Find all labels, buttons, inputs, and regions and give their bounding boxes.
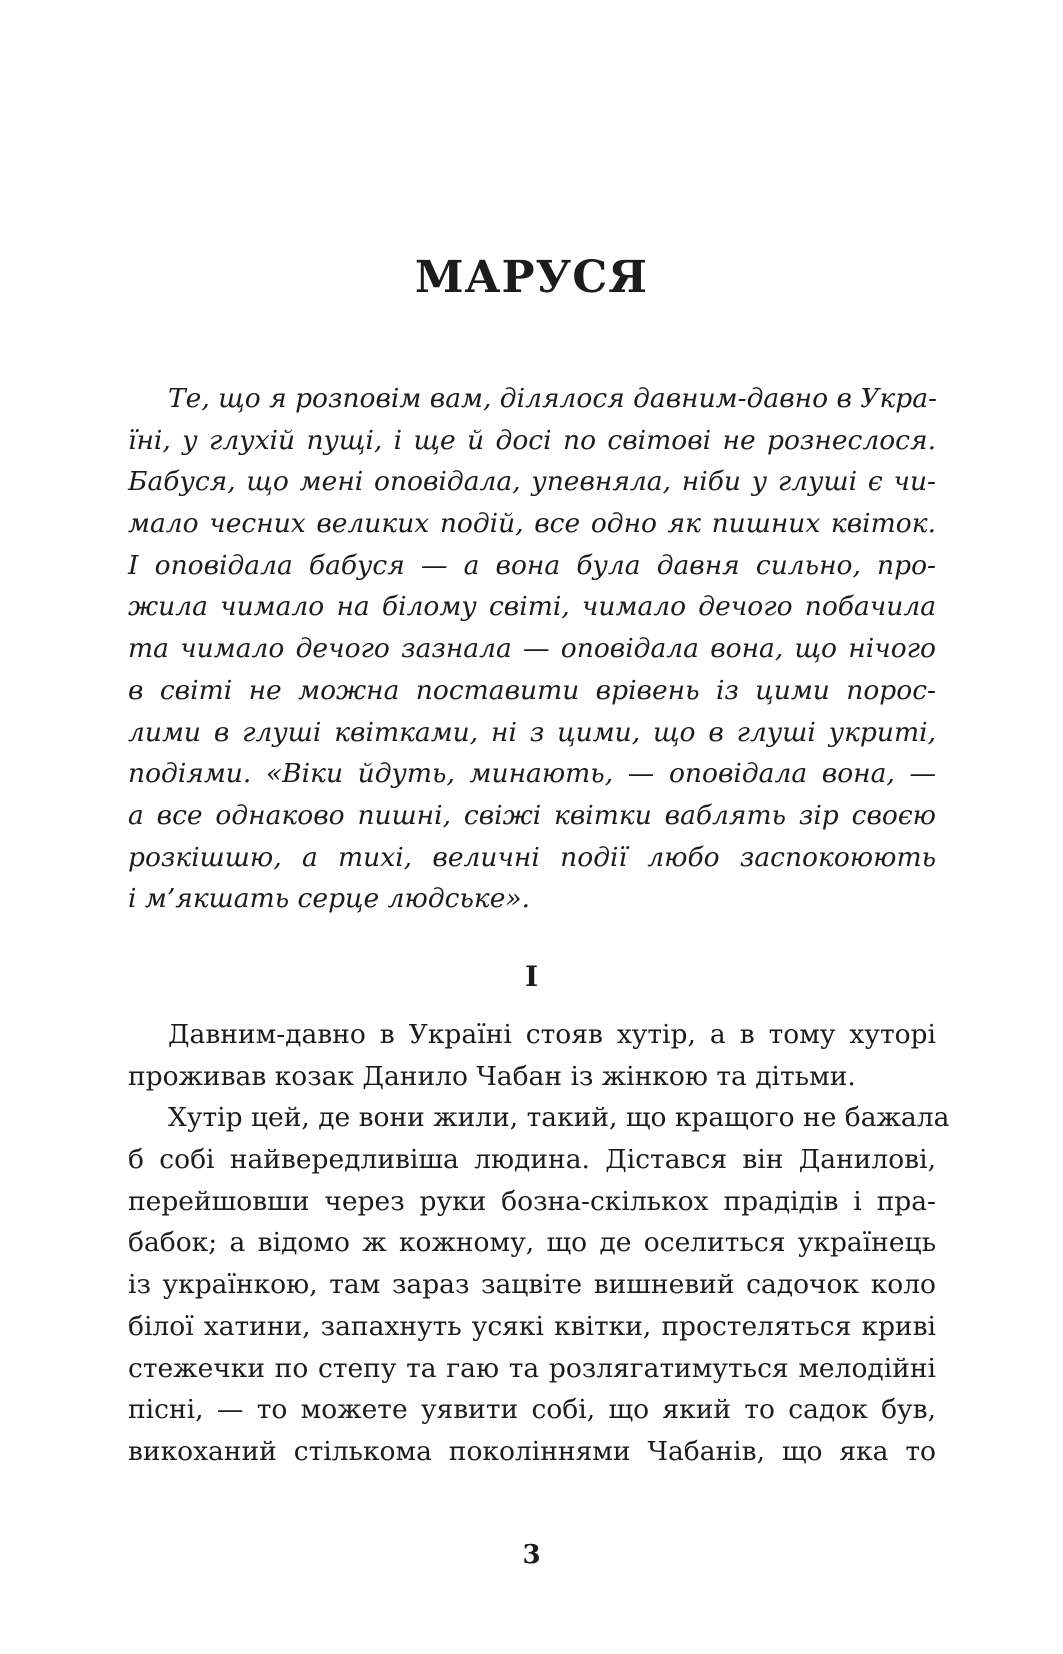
epigraph-line: а все однаково пишні, свіжі квітки ваблять зір своєю [128,799,936,831]
page-title: МАРУСЯ [414,252,649,303]
epigraph-line: Те, що я розповім вам, ділялося давним-давно в Укра- [168,383,937,414]
epigraph-line: мало чесних великих подій, все одно як пишних квіток. [128,508,936,540]
body-line: із українкою, там зараз зацвіте вишневий садочок коло [128,1269,936,1301]
epigraph-line: жила чимало на білому світі, чимало дечого побачила [128,591,936,623]
epigraph-line: та чимало дечого зазнала — оповідала вона, що нічого [128,633,936,665]
body-line: бабок; а відомо ж кожному, що де оселиться українець [128,1227,936,1259]
body-line: викоханий стількома поколіннями Чабанів, що яка то [128,1435,936,1467]
epigraph-line: лими в глуші квітками, ні з цими, що в глуші укриті, [128,716,936,748]
epigraph [128,378,936,920]
body-line: б собі найвередливіша людина. Дістався він Данилові, [128,1144,936,1176]
page-number: 3 [522,1540,541,1570]
body-line: білої хатини, запахнуть усякі квітки, простеляться криві [128,1310,936,1342]
epigraph-line: їні, у глухій пущі, і ще й досі по світові не рознеслося. [128,424,936,456]
body-text [128,1014,950,1473]
epigraph-line: Бабуся, що мені оповідала, упевняла, ніби у глуші є чи- [128,466,936,498]
body-line: перейшовши через руки бозна-скількох прадідів і пра- [128,1185,936,1217]
body-line: стежечки по степу та гаю та розлягатимуться мелодійні [128,1352,936,1384]
epigraph-line: і м’якшать серце людське». [128,883,531,915]
epigraph-line: подіями. «Віки йдуть, минають, — оповідала вона, — [128,758,936,790]
chapter-number: I [524,960,539,993]
body-line: Давним-давно в Україні стояв хутір, а в тому хуторі [168,1019,936,1050]
epigraph-line: в світі не можна поставити врівень із цими порос- [128,674,936,706]
body-line: пісні, — то можете уявити собі, що який то садок був, [128,1394,936,1426]
epigraph-line: І оповідала бабуся — а вона була давня сильно, про- [128,549,936,581]
epigraph-line: розкішшю, а тихі, величні події любо заспокоюють [128,841,936,873]
body-line: Хутір цей, де вони жили, такий, що кращого не бажала [168,1102,950,1134]
body-line: проживав козак Данило Чабан із жінкою та дітьми. [128,1060,856,1092]
